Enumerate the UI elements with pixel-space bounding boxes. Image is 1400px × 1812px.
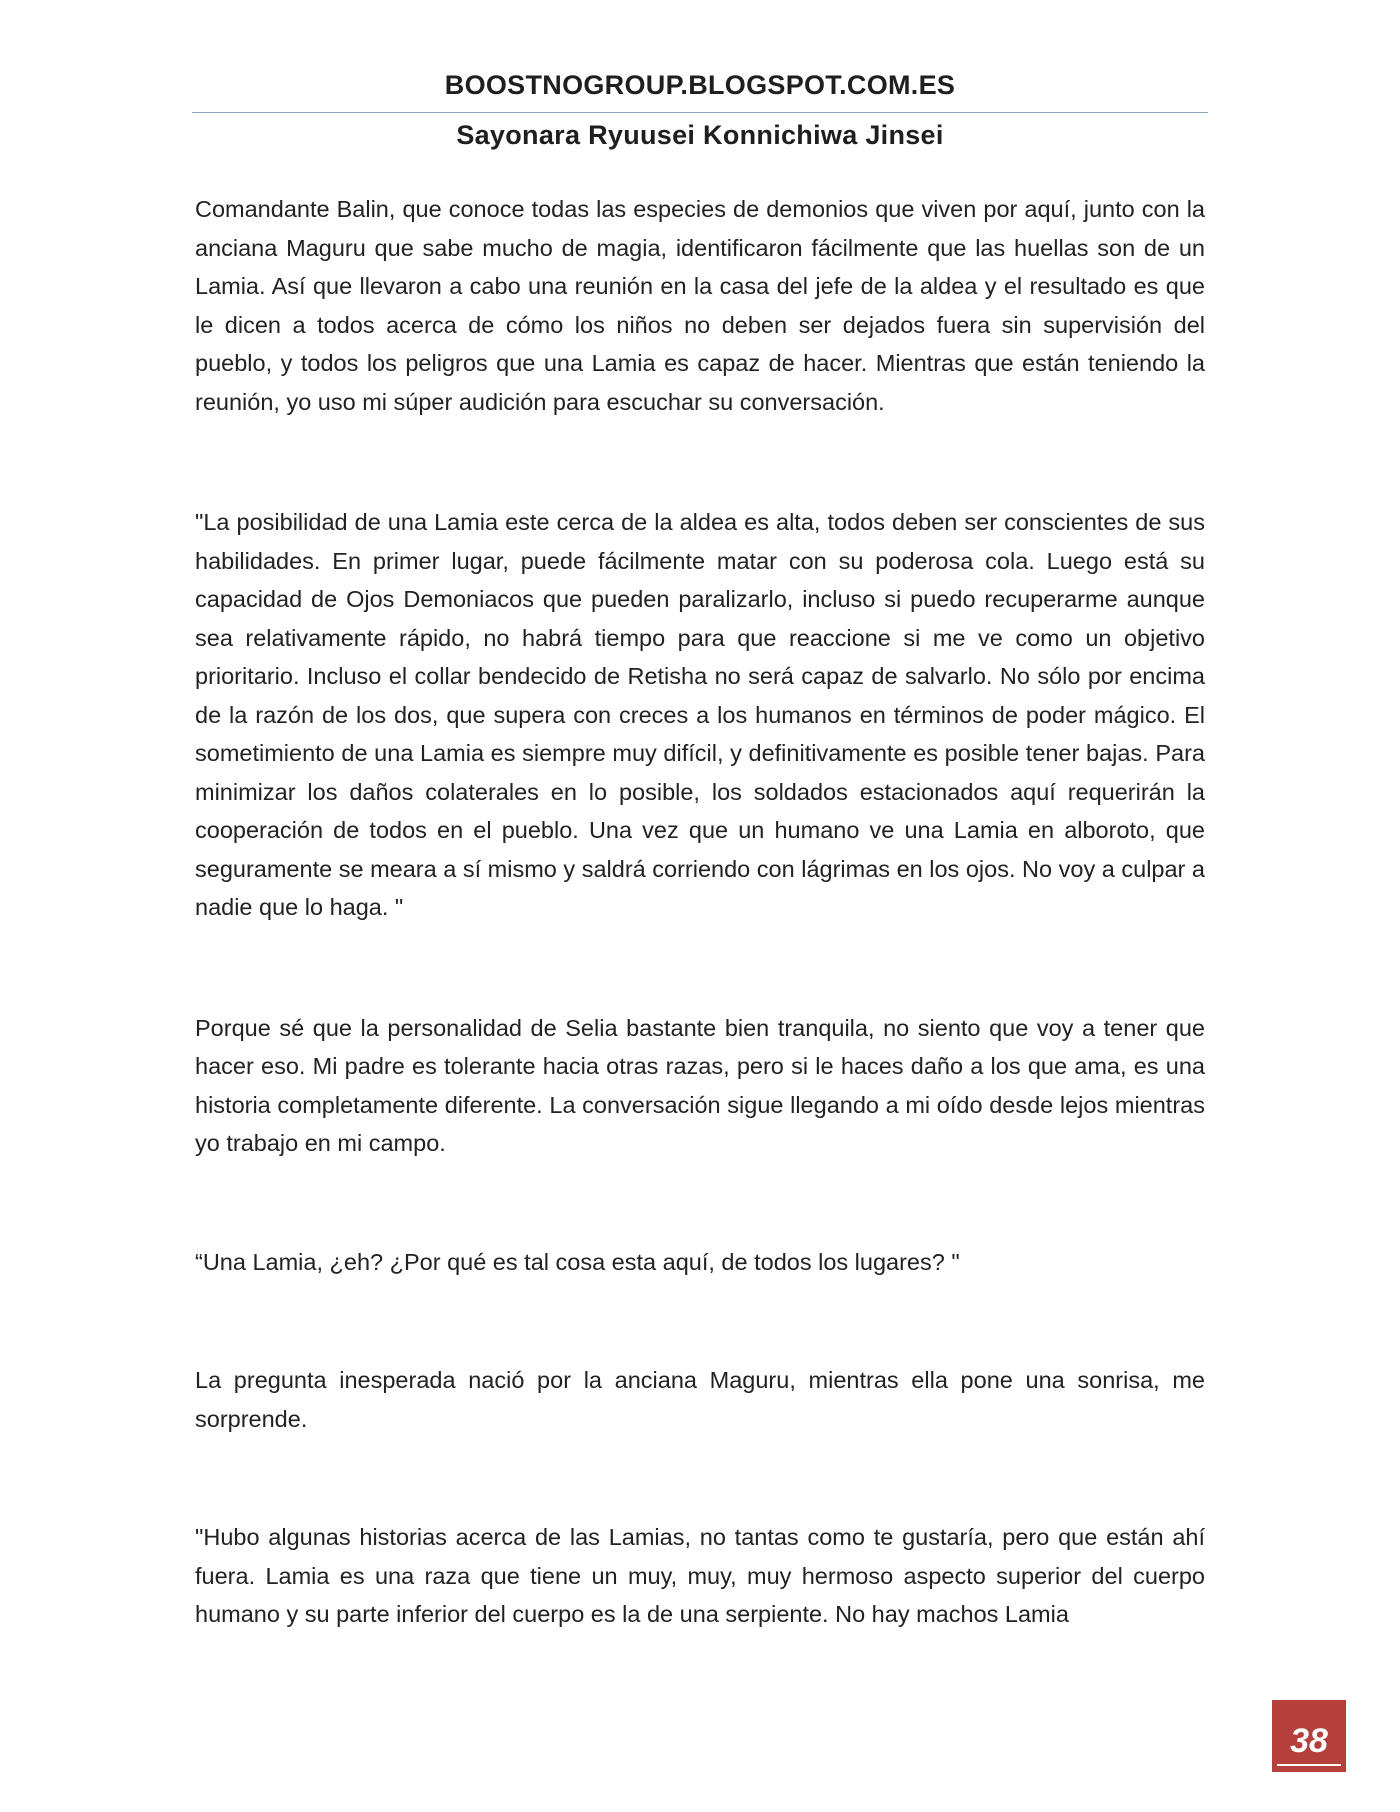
paragraph: "Hubo algunas historias acerca de las Lamias, no tantas como te gustaría, pero que están ahí fuera. Lamia es una raza que tiene un muy, muy, muy hermoso aspecto superior del cuerpo humano y su parte inferior del cuerpo es la de una serpiente. No hay machos Lamia [195, 1524, 1205, 1627]
paragraph: La pregunta inesperada nació por la anciana Maguru, mientras ella pone una sonrisa, me sorprende. [195, 1367, 1205, 1432]
paragraph: Comandante Balin, que conoce todas las especies de demonios que viven por aquí, junto con la anciana Maguru que sabe mucho de magia, identificaron fácilmente que las huellas son de un Lamia. Así que llevaron a cabo una reunión en la casa del jefe de la aldea y el resultado es que le dicen a todos acerca de cómo los niños no deben ser dejados fuera sin supervisión del pueblo, y todos los peligros que una Lamia es capaz de hacer. Mientras que están teniendo la reunión, yo uso mi súper audición para escuchar su conversación. [195, 196, 1205, 415]
header-divider [192, 112, 1208, 113]
page-number: 38 [1290, 1722, 1328, 1760]
site-header: BOOSTNOGROUP.BLOGSPOT.COM.ES [444, 70, 956, 100]
paragraph: “Una Lamia, ¿eh? ¿Por qué es tal cosa esta aquí, de todos los lugares? " [195, 1248, 960, 1275]
document-title: Sayonara Ryuusei Konnichiwa Jinsei [456, 120, 944, 150]
page-body [195, 190, 1205, 1634]
paragraph: "La posibilidad de una Lamia este cerca de la aldea es alta, todos deben ser conscientes de sus habilidades. En primer lugar, puede fácilmente matar con su poderosa cola. Luego está su capacidad de Ojos Demoniacos que pueden paralizarlo, incluso si puedo recuperarme aunque sea relativamente rápido, no habrá tiempo para que reaccione si me ve como un objetivo prioritario. Incluso el collar bendecido de Retisha no será capaz de salvarlo. No sólo por encima de la razón de los dos, que supera con creces a los humanos en términos de poder mágico. El sometimiento de una Lamia es siempre muy difícil, y definitivamente es posible tener bajas. Para minimizar los daños colaterales en lo posible, los soldados estacionados aquí requerirán la cooperación de todos en el pueblo. Una vez que un humano ve una Lamia en alboroto, que seguramente se meara a sí mismo y saldrá corriendo con lágrimas en los ojos. No voy a culpar a nadie que lo haga. " [195, 509, 1205, 920]
paragraph: Porque sé que la personalidad de Selia bastante bien tranquila, no siento que voy a tener que hacer eso. Mi padre es tolerante hacia otras razas, pero si le haces daño a los que ama, es una historia completamente diferente. La conversación sigue llegando a mi oído desde lejos mientras yo trabajo en mi campo. [195, 1014, 1205, 1156]
page-number-underline [1277, 1764, 1341, 1766]
